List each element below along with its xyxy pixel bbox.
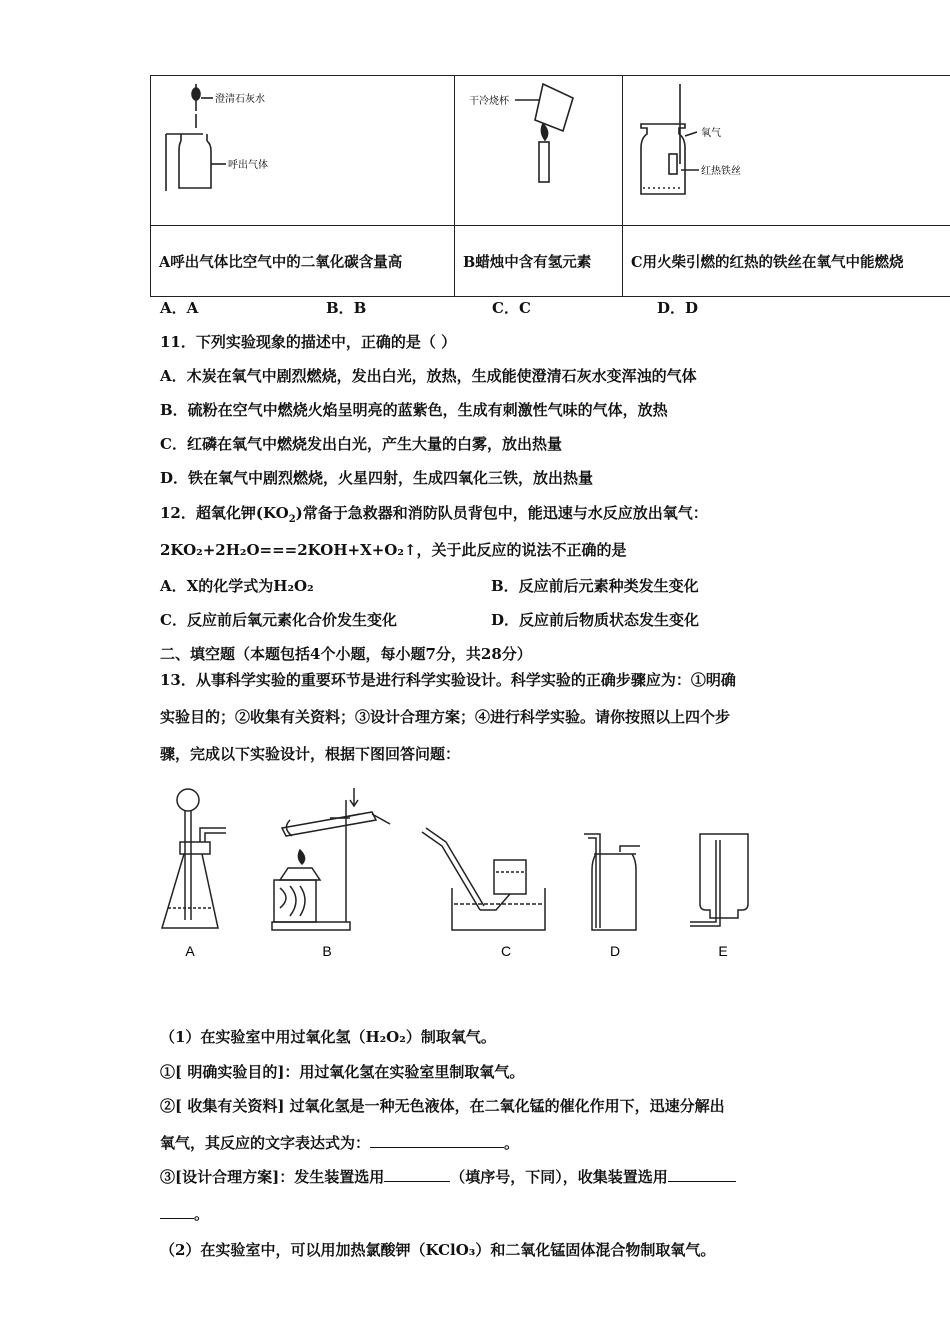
- caption-c: C用火柴引燃的红热的铁丝在氧气中能燃烧: [623, 226, 950, 297]
- q12-option-b: B．反应前后元素种类发生变化: [491, 577, 699, 595]
- caption-a: A呼出气体比空气中的二氧化碳含量高: [151, 226, 455, 297]
- figure-label-d: D: [609, 943, 621, 959]
- label-dry-cold-beaker: 干冷烧杯: [469, 96, 509, 107]
- q10-option-c: C．C: [492, 299, 531, 317]
- figure-cell-b: [455, 76, 623, 226]
- q12-option-a: A．X的化学式为H₂O₂: [160, 577, 314, 595]
- candle-beaker-figure: [455, 76, 621, 221]
- apparatus-d: [584, 834, 640, 930]
- answer-blank-generator[interactable]: [384, 1167, 450, 1182]
- label-red-hot-iron-wire: 红热铁丝: [701, 166, 741, 177]
- q10-option-a: A．A: [160, 299, 199, 317]
- q10-option-b: B．B: [326, 299, 367, 317]
- figure-cell-c: [623, 76, 950, 226]
- q11-option-c: C．红磷在氧气中燃烧发出白光，产生大量的白雾，放出热量: [160, 435, 562, 453]
- q11-option-b: B．硫粉在空气中燃烧火焰呈明亮的蓝紫色，生成有刺激性气味的气体，放热: [160, 401, 668, 419]
- q13-line-1: 13．从事科学实验的重要环节是进行科学实验设计。科学实验的正确步骤应为：①明确: [160, 671, 736, 689]
- label-limewater: 澄清石灰水: [215, 94, 265, 105]
- figure-label-a: A: [185, 943, 195, 959]
- q13-sub2: （2）在实验室中，可以用加热氯酸钾（KClO₃）和二氧化锰固体混合物制取氧气。: [160, 1241, 716, 1259]
- apparatus-e: [690, 834, 748, 926]
- q13-step2-line1: ②[ 收集有关资料] 过氧化氢是一种无色液体，在二氧化锰的催化作用下，迅速分解出: [160, 1097, 725, 1115]
- q12-equation: 2KO₂+2H₂O===2KOH+X+O₂↑，关于此反应的说法不正确的是: [160, 541, 627, 559]
- apparatus-figure: [150, 780, 770, 970]
- answer-blank-equation[interactable]: [370, 1133, 504, 1148]
- q10-option-d: D．D: [657, 299, 699, 317]
- q13-step3-line2: 。: [160, 1204, 209, 1224]
- figure-label-e: E: [718, 943, 728, 959]
- q11-stem: 11．下列实验现象的描述中，正确的是（ ）: [160, 333, 457, 351]
- experiment-table: [150, 75, 950, 297]
- label-oxygen: 氧气: [701, 128, 721, 139]
- q13-line-3: 骤，完成以下实验设计，根据下图回答问题：: [160, 745, 461, 763]
- q11-option-a: A．木炭在氧气中剧烈燃烧，发出白光，放热，生成能使澄清石灰水变浑浊的气体: [160, 367, 697, 385]
- label-exhaled-gas: 呼出气体: [228, 160, 268, 171]
- apparatus-c: [422, 828, 545, 930]
- answer-blank-collector-cont[interactable]: [160, 1204, 194, 1219]
- apparatus-a: [162, 789, 226, 928]
- iron-wire-oxygen-figure: [623, 76, 949, 221]
- section-2-heading: 二、填空题（本题包括4个小题，每小题7分，共28分）: [160, 645, 532, 663]
- q11-option-d: D．铁在氧气中剧烈燃烧，火星四射，生成四氧化三铁，放出热量: [160, 469, 594, 487]
- q10-options: [160, 298, 760, 318]
- q12-option-c: C．反应前后氧元素化合价发生变化: [160, 611, 397, 629]
- figure-label-b: B: [322, 943, 332, 959]
- figure-label-c: C: [500, 943, 512, 959]
- q12-stem: 12．超氧化钾$(KO_2)$常备于急救器和消防队员背包中，能迅速与水反应放出氧气：: [160, 504, 708, 525]
- q13-line-2: 实验目的；②收集有关资料；③设计合理方案；④进行科学实验。请你按照以上四个步: [160, 708, 731, 726]
- figure-cell-a: [151, 76, 455, 226]
- exhaled-gas-apparatus-figure: [151, 76, 451, 221]
- apparatus-b: [272, 788, 390, 930]
- q13-step1: ①[ 明确实验目的]：用过氧化氢在实验室里制取氧气。: [160, 1063, 525, 1081]
- q13-step2-line2: 氧气，其反应的文字表达式为： 。: [160, 1134, 520, 1152]
- q13-sub1: （1）在实验室中用过氧化氢（H₂O₂）制取氧气。: [160, 1028, 496, 1046]
- q12-option-d: D．反应前后物质状态发生变化: [491, 611, 700, 629]
- q13-step3-line1: ③[设计合理方案]：发生装置选用 （填序号，下同），收集装置选用: [160, 1167, 736, 1187]
- caption-b: B蜡烛中含有氢元素: [455, 226, 623, 297]
- answer-blank-collector[interactable]: [668, 1167, 736, 1182]
